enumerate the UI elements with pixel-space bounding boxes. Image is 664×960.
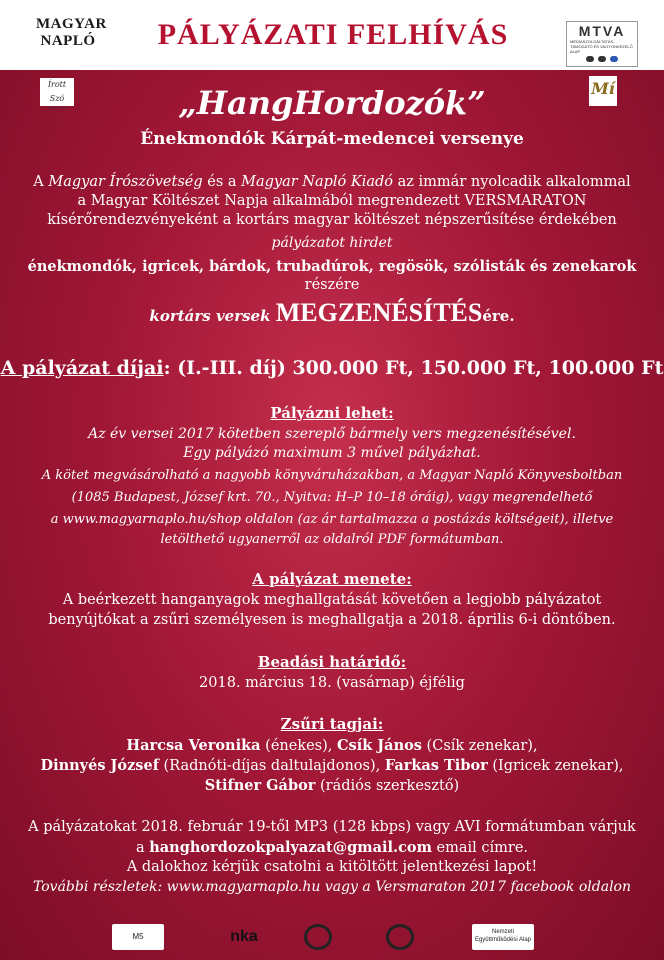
eligibility-line-1: Az év versei 2017 kötetben szereplő bármely vers megzenésítésével. xyxy=(88,426,576,442)
jury-heading: Zsűri tagjai: xyxy=(280,715,384,733)
mtva-logo-subtext: MÉDIASZOLGÁLTATÁS-TÁMOGATÓ ÉS VAGYONKEZELŐ ALAP xyxy=(570,39,633,54)
submission-line-4[interactable]: További részletek: www.magyarnaplo.hu vagy a Versmaraton 2017 facebook oldalon xyxy=(32,879,631,895)
event-subtitle: Énekmondók Kárpát-medencei versenye xyxy=(140,129,524,149)
logo-line-2: NAPLÓ xyxy=(40,33,96,49)
eligibility-line-6: letölthető ugyanerről az oldalról PDF formátumban. xyxy=(160,532,504,547)
page-title: PÁLYÁZATI FELHÍVÁS xyxy=(157,18,509,51)
intro-line-1: A Magyar Írószövetség és a Magyar Napló Kiadó az immár nyolcadik alkalommal xyxy=(33,174,631,190)
deadline-text: 2018. március 18. (vasárnap) éjfélig xyxy=(199,675,465,691)
intro-line-3: kísérőrendezvényeként a kortárs magyar költészet népszerűsítése érdekében xyxy=(47,212,617,228)
circle-logo-1[interactable] xyxy=(304,924,332,950)
mtva-logo-text: MTVA xyxy=(578,23,626,39)
intro-line-7: kortárs versek MEGZENÉSÍTÉSére. xyxy=(149,298,515,327)
mj-logo[interactable]: Mí xyxy=(589,76,617,106)
process-line-1: A beérkezett hanganyagok meghallgatását követően a legjobb pályázatot xyxy=(62,592,602,608)
intro-line-2: a Magyar Költészet Napja alkalmából megrendezett VERSMARATON xyxy=(77,193,587,209)
nka-logo[interactable]: nka xyxy=(230,928,258,945)
m5-logo[interactable]: M5 xyxy=(112,924,164,950)
prizes-text: : (I.-III. díj) 300.000 Ft, 150.000 Ft, 100.000 Ft xyxy=(163,357,664,379)
process-heading: A pályázat menete: xyxy=(252,570,412,588)
prizes-label: A pályázat díjai xyxy=(0,357,164,379)
circle-logo-2[interactable] xyxy=(386,924,414,950)
eligibility-line-3: A kötet megvásárolható a nagyobb könyváruházakban, a Magyar Napló Könyvesboltban xyxy=(41,468,623,483)
header-bar xyxy=(0,0,664,70)
eligibility-line-4: (1085 Budapest, József krt. 70., Nyitva: H–P 10–18 óráig), vagy megrendelhető xyxy=(71,490,593,505)
eligibility-heading: Pályázni lehet: xyxy=(270,404,394,422)
eligibility-line-5[interactable]: a www.magyarnaplo.hu/shop oldalon (az ár tartalmazza a postázás költségeit), illetve xyxy=(50,512,614,527)
eligibility-line-2: Egy pályázó maximum 3 művel pályázhat. xyxy=(183,445,481,461)
mtva-logo[interactable] xyxy=(566,21,638,67)
event-title: „HangHordozók” xyxy=(178,84,486,122)
deadline-heading: Beadási határidő: xyxy=(257,653,407,671)
intro-line-5: énekmondók, igricek, bárdok, trubadúrok, regösök, szólisták és zenekarok xyxy=(27,258,637,275)
jury-line-3: Stifner Gábor (rádiós szerkesztő) xyxy=(204,777,460,794)
mtva-channel-icons xyxy=(567,56,637,62)
submission-line-2: a hanghordozokpalyazat@gmail.com email címre. xyxy=(135,839,529,856)
logo-line-1: MAGYAR xyxy=(36,16,107,32)
jury-line-1: Harcsa Veronika (énekes), Csík János (Csík zenekar), xyxy=(126,737,538,754)
nea-logo[interactable]: Nemzeti Együttműködési Alap xyxy=(472,924,534,950)
intro-line-4: pályázatot hirdet xyxy=(271,235,393,251)
irott-szo-subtext: ALAPÍTVÁNY xyxy=(46,106,68,110)
prizes-line xyxy=(0,357,664,379)
footer-logos xyxy=(0,920,664,954)
process-line-2: benyújtókat a zsűri személyesen is meghallgatja a 2018. április 6-i döntőben. xyxy=(48,612,616,628)
submission-line-3: A dalokhoz kérjük csatolni a kitöltött jelentkezési lapot! xyxy=(126,859,538,875)
email-link[interactable]: hanghordozokpalyazat@gmail.com xyxy=(149,839,432,856)
submission-line-1: A pályázatokat 2018. február 19-től MP3 (128 kbps) vagy AVI formátumban várjuk xyxy=(28,819,636,835)
irott-szo-text: Írott Szó xyxy=(47,80,67,103)
jury-line-2: Dinnyés József (Radnóti-díjas daltulajdonos), Farkas Tibor (Igricek zenekar), xyxy=(40,757,624,774)
magyar-naplo-logo[interactable] xyxy=(36,16,107,54)
intro-line-6: részére xyxy=(304,277,360,293)
